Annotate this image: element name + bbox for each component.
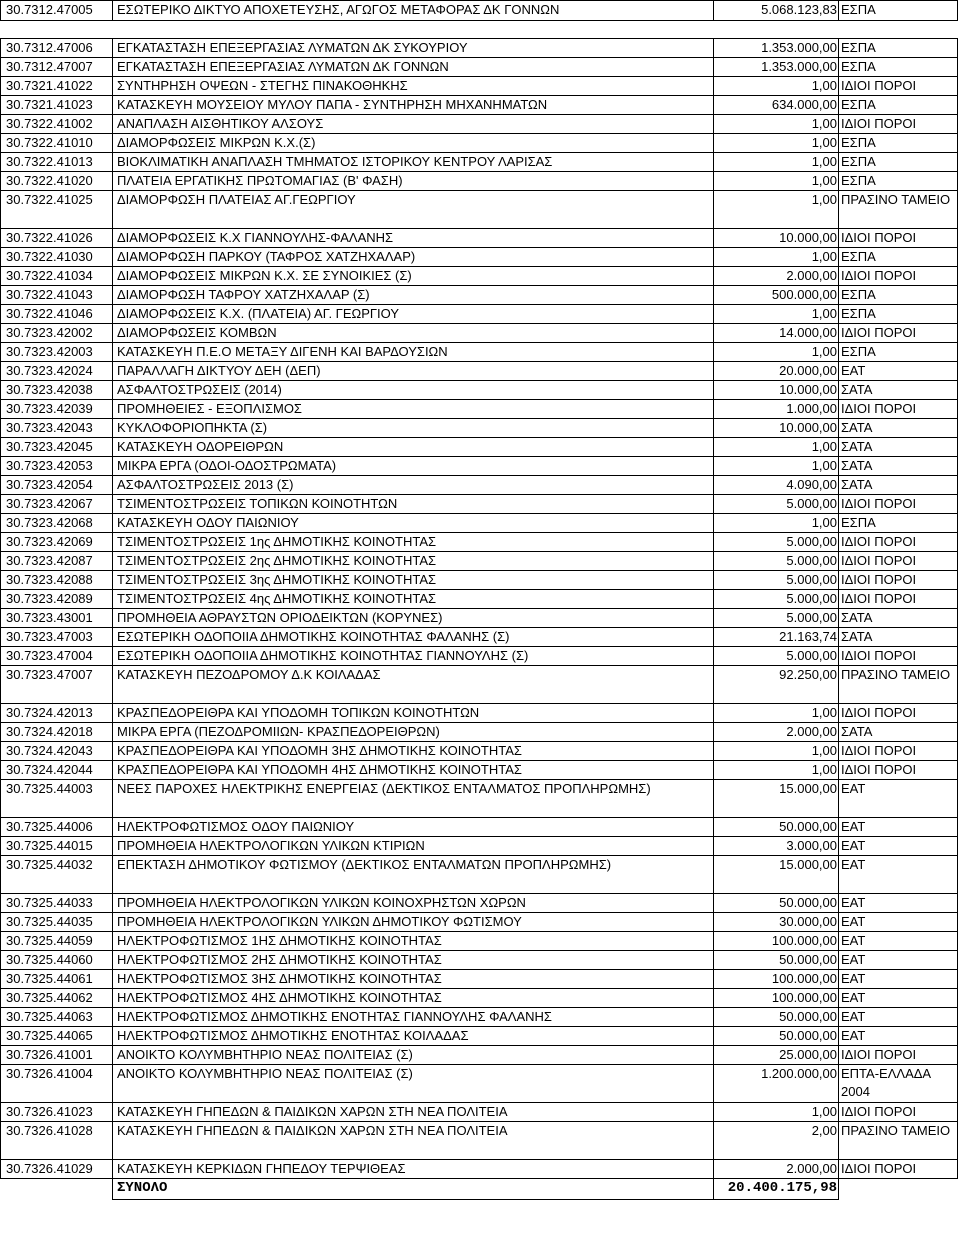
project-code: 30.7325.44003 <box>1 780 113 818</box>
project-amount: 25.000,00 <box>714 1046 839 1065</box>
project-amount: 1,00 <box>714 343 839 362</box>
funding-source: ΕΣΠΑ <box>839 286 958 305</box>
project-code: 30.7323.42088 <box>1 571 113 590</box>
funding-source: ΙΔΙΟΙ ΠΟΡΟΙ <box>839 590 958 609</box>
project-description: ΔΙΑΜΟΡΦΩΣΕΙΣ Κ.Χ ΓΙΑΝΝΟΥΛΗΣ-ΦΑΛΑΝΗΣ <box>113 229 714 248</box>
table-row <box>1 894 958 913</box>
project-description: ΠΡΟΜΗΘΕΙΑ ΗΛΕΚΤΡΟΛΟΓΙΚΩΝ ΥΛΙΚΩΝ ΔΗΜΟΤΙΚΟΥ ΦΩΤΙΣΜΟΥ <box>113 913 714 932</box>
project-amount: 1,00 <box>714 1103 839 1122</box>
project-description: ΤΣΙΜΕΝΤΟΣΤΡΩΣΕΙΣ 3ης ΔΗΜΟΤΙΚΗΣ ΚΟΙΝΟΤΗΤΑΣ <box>113 571 714 590</box>
funding-source: ΣΑΤΑ <box>839 438 958 457</box>
project-description: ΚΑΤΑΣΚΕΥΗ ΟΔΟΥ ΠΑΙΩΝΙΟΥ <box>113 514 714 533</box>
project-code: 30.7323.42068 <box>1 514 113 533</box>
project-description: ΕΠΕΚΤΑΣΗ ΔΗΜΟΤΙΚΟΥ ΦΩΤΙΣΜΟΥ (ΔΕΚΤΙΚΟΣ ΕΝΤΑΛΜΑΤΩΝ ΠΡΟΠΛΗΡΩΜΗΣ) <box>113 856 714 894</box>
project-code: 30.7325.44059 <box>1 932 113 951</box>
project-description: ΑΝΟΙΚΤΟ ΚΟΛΥΜΒΗΤΗΡΙΟ ΝΕΑΣ ΠΟΛΙΤΕΙΑΣ (Σ) <box>113 1065 714 1103</box>
table-row <box>1 1 958 21</box>
funding-source: ΙΔΙΟΙ ΠΟΡΟΙ <box>839 647 958 666</box>
funding-source: ΙΔΙΟΙ ΠΟΡΟΙ <box>839 1046 958 1065</box>
funding-source: ΣΑΤΑ <box>839 476 958 495</box>
table-row <box>1 761 958 780</box>
project-description: ΒΙΟΚΛΙΜΑΤΙΚΗ ΑΝΑΠΛΑΣΗ ΤΜΗΜΑΤΟΣ ΙΣΤΟΡΙΚΟΥ ΚΕΝΤΡΟΥ ΛΑΡΙΣΑΣ <box>113 153 714 172</box>
project-description: ΤΣΙΜΕΝΤΟΣΤΡΩΣΕΙΣ ΤΟΠΙΚΩΝ ΚΟΙΝΟΤΗΤΩΝ <box>113 495 714 514</box>
funding-source: ΙΔΙΟΙ ΠΟΡΟΙ <box>839 229 958 248</box>
project-code: 30.7325.44035 <box>1 913 113 932</box>
project-amount: 50.000,00 <box>714 951 839 970</box>
table-row <box>1 913 958 932</box>
funding-source: ΕΑΤ <box>839 951 958 970</box>
project-amount: 2.000,00 <box>714 267 839 286</box>
table-row <box>1 476 958 495</box>
table-row <box>1 647 958 666</box>
table-row <box>1 381 958 400</box>
project-description: ΚΡΑΣΠΕΔΟΡΕΙΘΡΑ ΚΑΙ ΥΠΟΔΟΜΗ ΤΟΠΙΚΩΝ ΚΟΙΝΟΤΗΤΩΝ <box>113 704 714 723</box>
funding-source: ΙΔΙΟΙ ΠΟΡΟΙ <box>839 552 958 571</box>
project-description: ΚΑΤΑΣΚΕΥΗ ΓΗΠΕΔΩΝ & ΠΑΙΔΙΚΩΝ ΧΑΡΩΝ ΣΤΗ ΝΕΑ ΠΟΛΙΤΕΙΑ <box>113 1122 714 1160</box>
project-description: ΕΣΩΤΕΡΙΚΗ ΟΔΟΠΟΙΙΑ ΔΗΜΟΤΙΚΗΣ ΚΟΙΝΟΤΗΤΑΣ ΦΑΛΑΝΗΣ (Σ) <box>113 628 714 647</box>
table-row <box>1 533 958 552</box>
funding-source: ΕΣΠΑ <box>839 58 958 77</box>
project-amount: 1,00 <box>714 704 839 723</box>
project-code: 30.7323.42024 <box>1 362 113 381</box>
funding-source: ΕΣΠΑ <box>839 305 958 324</box>
table-row <box>1 39 958 58</box>
project-code: 30.7323.42067 <box>1 495 113 514</box>
project-amount: 1,00 <box>714 742 839 761</box>
project-code: 30.7323.43001 <box>1 609 113 628</box>
project-description: ΠΑΡΑΛΛΑΓΗ ΔΙΚΤΥΟΥ ΔΕΗ (ΔΕΠ) <box>113 362 714 381</box>
project-description: ΑΣΦΑΛΤΟΣΤΡΩΣΕΙΣ 2013 (Σ) <box>113 476 714 495</box>
project-code: 30.7323.47007 <box>1 666 113 704</box>
funding-source: ΕΑΤ <box>839 894 958 913</box>
project-code: 30.7322.41026 <box>1 229 113 248</box>
funding-source: ΙΔΙΟΙ ΠΟΡΟΙ <box>839 495 958 514</box>
funding-source: ΠΡΑΣΙΝΟ ΤΑΜΕΙΟ <box>839 666 958 704</box>
project-amount: 500.000,00 <box>714 286 839 305</box>
project-code: 30.7312.47006 <box>1 39 113 58</box>
table-row <box>1 704 958 723</box>
project-amount: 2.000,00 <box>714 1160 839 1179</box>
project-description: ΗΛΕΚΤΡΟΦΩΤΙΣΜΟΣ ΔΗΜΟΤΙΚΗΣ ΕΝΟΤΗΤΑΣ ΓΙΑΝΝΟΥΛΗΣ ΦΑΛΑΝΗΣ <box>113 1008 714 1027</box>
table-row <box>1 818 958 837</box>
project-amount: 4.090,00 <box>714 476 839 495</box>
project-code: 30.7322.41043 <box>1 286 113 305</box>
table-row <box>1 343 958 362</box>
project-description: ΤΣΙΜΕΝΤΟΣΤΡΩΣΕΙΣ 1ης ΔΗΜΟΤΙΚΗΣ ΚΟΙΝΟΤΗΤΑΣ <box>113 533 714 552</box>
project-code: 30.7324.42043 <box>1 742 113 761</box>
funding-source: ΕΑΤ <box>839 970 958 989</box>
table-row <box>1 970 958 989</box>
project-code: 30.7325.44061 <box>1 970 113 989</box>
table-row <box>1 1027 958 1046</box>
project-amount: 5.000,00 <box>714 571 839 590</box>
project-amount: 1,00 <box>714 457 839 476</box>
table-row <box>1 666 958 704</box>
funding-source: ΙΔΙΟΙ ΠΟΡΟΙ <box>839 324 958 343</box>
total-row <box>1 1179 958 1200</box>
project-description: ΚΑΤΑΣΚΕΥΗ ΠΕΖΟΔΡΟΜΟΥ Δ.Κ ΚΟΙΛΑΔΑΣ <box>113 666 714 704</box>
project-description: ΑΣΦΑΛΤΟΣΤΡΩΣΕΙΣ (2014) <box>113 381 714 400</box>
table-row <box>1 628 958 647</box>
project-description: ΕΣΩΤΕΡΙΚΟ ΔΙΚΤΥΟ ΑΠΟΧΕΤΕΥΣΗΣ, ΑΓΩΓΟΣ ΜΕΤΑΦΟΡΑΣ ΔΚ ΓΟΝΝΩΝ <box>113 1 714 21</box>
table-row <box>1 856 958 894</box>
funding-source: ΠΡΑΣΙΝΟ ΤΑΜΕΙΟ <box>839 1122 958 1160</box>
project-amount: 30.000,00 <box>714 913 839 932</box>
project-amount: 1,00 <box>714 248 839 267</box>
funding-source: ΙΔΙΟΙ ΠΟΡΟΙ <box>839 1160 958 1179</box>
project-description: ΔΙΑΜΟΡΦΩΣΗ ΤΑΦΡΟΥ ΧΑΤΖΗΧΑΛΑΡ (Σ) <box>113 286 714 305</box>
project-amount: 2,00 <box>714 1122 839 1160</box>
project-code: 30.7325.44065 <box>1 1027 113 1046</box>
project-description: ΜΙΚΡΑ ΕΡΓΑ (ΠΕΖΟΔΡΟΜΙΙΩΝ- ΚΡΑΣΠΕΔΟΡΕΙΘΡΩΝ) <box>113 723 714 742</box>
funding-source: ΙΔΙΟΙ ΠΟΡΟΙ <box>839 1103 958 1122</box>
project-code: 30.7323.42045 <box>1 438 113 457</box>
project-description: ΑΝΑΠΛΑΣΗ ΑΙΣΘΗΤΙΚΟΥ ΑΛΣΟΥΣ <box>113 115 714 134</box>
project-code: 30.7323.42087 <box>1 552 113 571</box>
project-amount: 1,00 <box>714 134 839 153</box>
table-row <box>1 742 958 761</box>
funding-source: ΙΔΙΟΙ ΠΟΡΟΙ <box>839 400 958 419</box>
project-amount: 5.000,00 <box>714 552 839 571</box>
table-row <box>1 989 958 1008</box>
project-code: 30.7324.42013 <box>1 704 113 723</box>
funding-source: ΕΣΠΑ <box>839 248 958 267</box>
funding-source: ΕΣΠΑ <box>839 343 958 362</box>
table-row <box>1 514 958 533</box>
project-description: ΔΙΑΜΟΡΦΩΣΗ ΠΛΑΤΕΙΑΣ ΑΓ.ΓΕΩΡΓΙΟΥ <box>113 191 714 229</box>
project-amount: 1,00 <box>714 438 839 457</box>
project-amount: 5.000,00 <box>714 647 839 666</box>
project-description: ΣΥΝΤΗΡΗΣΗ ΟΨΕΩΝ - ΣΤΕΓΗΣ ΠΙΝΑΚΟΘΗΚΗΣ <box>113 77 714 96</box>
project-description: ΚΥΚΛΟΦΟΡΙΟΠΗΚΤΑ (Σ) <box>113 419 714 438</box>
table-row <box>1 1122 958 1160</box>
funding-source: ΕΑΤ <box>839 1027 958 1046</box>
project-code: 30.7321.41022 <box>1 77 113 96</box>
project-code: 30.7323.42054 <box>1 476 113 495</box>
project-code: 30.7323.42043 <box>1 419 113 438</box>
project-code: 30.7323.42089 <box>1 590 113 609</box>
funding-source: ΕΣΠΑ <box>839 134 958 153</box>
project-amount: 1,00 <box>714 153 839 172</box>
funding-source: ΕΑΤ <box>839 856 958 894</box>
project-amount: 15.000,00 <box>714 780 839 818</box>
funding-source: ΠΡΑΣΙΝΟ ΤΑΜΕΙΟ <box>839 191 958 229</box>
table-row <box>1 286 958 305</box>
table-row <box>1 229 958 248</box>
funding-source: ΕΣΠΑ <box>839 172 958 191</box>
table-row <box>1 172 958 191</box>
funding-source: ΕΣΠΑ <box>839 39 958 58</box>
funding-source: ΕΑΤ <box>839 932 958 951</box>
project-description: ΠΡΟΜΗΘΕΙΑ ΑΘΡΑΥΣΤΩΝ ΟΡΙΟΔΕΙΚΤΩΝ (ΚΟΡΥΝΕΣ) <box>113 609 714 628</box>
project-amount: 15.000,00 <box>714 856 839 894</box>
project-amount: 50.000,00 <box>714 1008 839 1027</box>
project-description: ΠΡΟΜΗΘΕΙΑ ΗΛΕΚΤΡΟΛΟΓΙΚΩΝ ΥΛΙΚΩΝ ΚΤΙΡΙΩΝ <box>113 837 714 856</box>
project-code: 30.7322.41025 <box>1 191 113 229</box>
project-code: 30.7326.41004 <box>1 1065 113 1103</box>
project-code: 30.7325.44063 <box>1 1008 113 1027</box>
project-code: 30.7323.42038 <box>1 381 113 400</box>
project-code: 30.7322.41002 <box>1 115 113 134</box>
project-code: 30.7322.41030 <box>1 248 113 267</box>
budget-table <box>0 38 958 1200</box>
table-row <box>1 153 958 172</box>
table-row <box>1 457 958 476</box>
project-amount: 1,00 <box>714 514 839 533</box>
project-code: 30.7323.42039 <box>1 400 113 419</box>
project-amount: 1,00 <box>714 115 839 134</box>
funding-source: ΕΑΤ <box>839 989 958 1008</box>
project-amount: 50.000,00 <box>714 894 839 913</box>
funding-source: ΕΑΤ <box>839 362 958 381</box>
project-description: ΚΡΑΣΠΕΔΟΡΕΙΘΡΑ ΚΑΙ ΥΠΟΔΟΜΗ 3ΗΣ ΔΗΜΟΤΙΚΗΣ ΚΟΙΝΟΤΗΤΑΣ <box>113 742 714 761</box>
project-amount: 92.250,00 <box>714 666 839 704</box>
funding-source: ΙΔΙΟΙ ΠΟΡΟΙ <box>839 533 958 552</box>
total-spacer <box>1 1179 113 1200</box>
project-description: ΠΡΟΜΗΘΕΙΕΣ - ΕΞΟΠΛΙΣΜΟΣ <box>113 400 714 419</box>
table-row <box>1 362 958 381</box>
project-code: 30.7326.41028 <box>1 1122 113 1160</box>
table-row <box>1 134 958 153</box>
table-row <box>1 438 958 457</box>
table-row <box>1 780 958 818</box>
project-code: 30.7321.41023 <box>1 96 113 115</box>
funding-source: ΕΑΤ <box>839 780 958 818</box>
project-description: ΔΙΑΜΟΡΦΩΣΕΙΣ ΜΙΚΡΩΝ Κ.Χ. ΣΕ ΣΥΝΟΙΚΙΕΣ (Σ) <box>113 267 714 286</box>
project-amount: 5.068.123,83 <box>714 1 839 21</box>
funding-source: ΙΔΙΟΙ ΠΟΡΟΙ <box>839 571 958 590</box>
table-row <box>1 58 958 77</box>
total-amount: 20.400.175,98 <box>714 1179 839 1200</box>
project-description: ΗΛΕΚΤΡΟΦΩΤΙΣΜΟΣ ΔΗΜΟΤΙΚΗΣ ΕΝΟΤΗΤΑΣ ΚΟΙΛΑΔΑΣ <box>113 1027 714 1046</box>
project-amount: 5.000,00 <box>714 590 839 609</box>
project-code: 30.7326.41023 <box>1 1103 113 1122</box>
table-row <box>1 305 958 324</box>
funding-source: ΕΠΤΑ-ΕΛΛΑΔΑ 2004 <box>839 1065 958 1103</box>
table-row <box>1 115 958 134</box>
project-description: ΗΛΕΚΤΡΟΦΩΤΙΣΜΟΣ 1ΗΣ ΔΗΜΟΤΙΚΗΣ ΚΟΙΝΟΤΗΤΑΣ <box>113 932 714 951</box>
project-code: 30.7312.47007 <box>1 58 113 77</box>
project-description: ΑΝΟΙΚΤΟ ΚΟΛΥΜΒΗΤΗΡΙΟ ΝΕΑΣ ΠΟΛΙΤΕΙΑΣ (Σ) <box>113 1046 714 1065</box>
project-description: ΕΣΩΤΕΡΙΚΗ ΟΔΟΠΟΙΙΑ ΔΗΜΟΤΙΚΗΣ ΚΟΙΝΟΤΗΤΑΣ ΓΙΑΝΝΟΥΛΗΣ (Σ) <box>113 647 714 666</box>
project-code: 30.7323.42002 <box>1 324 113 343</box>
project-code: 30.7325.44033 <box>1 894 113 913</box>
project-amount: 50.000,00 <box>714 818 839 837</box>
table-row <box>1 400 958 419</box>
funding-source: ΣΑΤΑ <box>839 381 958 400</box>
table-row <box>1 191 958 229</box>
table-row <box>1 723 958 742</box>
funding-source: ΕΣΠΑ <box>839 514 958 533</box>
funding-source: ΙΔΙΟΙ ΠΟΡΟΙ <box>839 704 958 723</box>
project-amount: 100.000,00 <box>714 970 839 989</box>
project-code: 30.7322.41034 <box>1 267 113 286</box>
project-description: ΕΓΚΑΤΑΣΤΑΣΗ ΕΠΕΞΕΡΓΑΣΙΑΣ ΛΥΜΑΤΩΝ ΔΚ ΣΥΚΟΥΡΙΟΥ <box>113 39 714 58</box>
project-code: 30.7312.47005 <box>1 1 113 21</box>
project-amount: 634.000,00 <box>714 96 839 115</box>
project-code: 30.7323.42053 <box>1 457 113 476</box>
project-description: ΠΛΑΤΕΙΑ ΕΡΓΑΤΙΚΗΣ ΠΡΩΤΟΜΑΓΙΑΣ (Β' ΦΑΣΗ) <box>113 172 714 191</box>
project-amount: 20.000,00 <box>714 362 839 381</box>
funding-source: ΙΔΙΟΙ ΠΟΡΟΙ <box>839 77 958 96</box>
project-code: 30.7322.41010 <box>1 134 113 153</box>
project-amount: 1,00 <box>714 77 839 96</box>
project-code: 30.7322.41046 <box>1 305 113 324</box>
project-amount: 1.353.000,00 <box>714 39 839 58</box>
budget-table-body <box>1 39 958 1200</box>
project-code: 30.7323.47003 <box>1 628 113 647</box>
project-amount: 3.000,00 <box>714 837 839 856</box>
project-code: 30.7323.42003 <box>1 343 113 362</box>
funding-source: ΣΑΤΑ <box>839 419 958 438</box>
funding-source: ΕΑΤ <box>839 837 958 856</box>
project-description: ΔΙΑΜΟΡΦΩΣΕΙΣ ΜΙΚΡΩΝ Κ.Χ.(Σ) <box>113 134 714 153</box>
project-code: 30.7324.42044 <box>1 761 113 780</box>
project-code: 30.7325.44062 <box>1 989 113 1008</box>
project-amount: 10.000,00 <box>714 229 839 248</box>
project-code: 30.7326.41029 <box>1 1160 113 1179</box>
project-description: ΗΛΕΚΤΡΟΦΩΤΙΣΜΟΣ 2ΗΣ ΔΗΜΟΤΙΚΗΣ ΚΟΙΝΟΤΗΤΑΣ <box>113 951 714 970</box>
project-description: ΚΡΑΣΠΕΔΟΡΕΙΘΡΑ ΚΑΙ ΥΠΟΔΟΜΗ 4ΗΣ ΔΗΜΟΤΙΚΗΣ ΚΟΙΝΟΤΗΤΑΣ <box>113 761 714 780</box>
funding-source: ΕΑΤ <box>839 818 958 837</box>
project-description: ΚΑΤΑΣΚΕΥΗ ΚΕΡΚΙΔΩΝ ΓΗΠΕΔΟΥ ΤΕΡΨΙΘΕΑΣ <box>113 1160 714 1179</box>
table-row <box>1 96 958 115</box>
table-row <box>1 267 958 286</box>
funding-source: ΕΣΠΑ <box>839 1 958 21</box>
project-code: 30.7325.44006 <box>1 818 113 837</box>
project-code: 30.7323.42069 <box>1 533 113 552</box>
project-amount: 21.163,74 <box>714 628 839 647</box>
funding-source: ΕΣΠΑ <box>839 153 958 172</box>
project-code: 30.7325.44060 <box>1 951 113 970</box>
project-code: 30.7325.44015 <box>1 837 113 856</box>
table-row <box>1 77 958 96</box>
project-description: ΤΣΙΜΕΝΤΟΣΤΡΩΣΕΙΣ 2ης ΔΗΜΟΤΙΚΗΣ ΚΟΙΝΟΤΗΤΑΣ <box>113 552 714 571</box>
table-row <box>1 495 958 514</box>
project-description: ΝΕΕΣ ΠΑΡΟΧΕΣ ΗΛΕΚΤΡΙΚΗΣ ΕΝΕΡΓΕΙΑΣ (ΔΕΚΤΙΚΟΣ ΕΝΤΑΛΜΑΤΟΣ ΠΡΟΠΛΗΡΩΜΗΣ) <box>113 780 714 818</box>
funding-source: ΕΣΠΑ <box>839 96 958 115</box>
budget-table-top-row <box>0 0 958 21</box>
table-row <box>1 1103 958 1122</box>
table-row <box>1 837 958 856</box>
project-amount: 1.200.000,00 <box>714 1065 839 1103</box>
funding-source: ΣΑΤΑ <box>839 609 958 628</box>
project-description: ΔΙΑΜΟΡΦΩΣΗ ΠΑΡΚΟΥ (ΤΑΦΡΟΣ ΧΑΤΖΗΧΑΛΑΡ) <box>113 248 714 267</box>
project-description: ΜΙΚΡΑ ΕΡΓΑ (ΟΔΟΙ-ΟΔΟΣΤΡΩΜΑΤΑ) <box>113 457 714 476</box>
table-row <box>1 1046 958 1065</box>
project-code: 30.7323.47004 <box>1 647 113 666</box>
project-description: ΚΑΤΑΣΚΕΥΗ ΜΟΥΣΕΙΟΥ ΜΥΛΟΥ ΠΑΠΑ - ΣΥΝΤΗΡΗΣΗ ΜΗΧΑΝΗΜΑΤΩΝ <box>113 96 714 115</box>
table-row <box>1 1065 958 1103</box>
table-row <box>1 419 958 438</box>
project-amount: 5.000,00 <box>714 609 839 628</box>
project-description: ΔΙΑΜΟΡΦΩΣΕΙΣ ΚΟΜΒΩΝ <box>113 324 714 343</box>
project-amount: 10.000,00 <box>714 419 839 438</box>
project-amount: 14.000,00 <box>714 324 839 343</box>
project-amount: 1,00 <box>714 305 839 324</box>
project-code: 30.7324.42018 <box>1 723 113 742</box>
project-description: ΠΡΟΜΗΘΕΙΑ ΗΛΕΚΤΡΟΛΟΓΙΚΩΝ ΥΛΙΚΩΝ ΚΟΙΝΟΧΡΗΣΤΩΝ ΧΩΡΩΝ <box>113 894 714 913</box>
project-code: 30.7322.41020 <box>1 172 113 191</box>
project-amount: 2.000,00 <box>714 723 839 742</box>
project-description: ΗΛΕΚΤΡΟΦΩΤΙΣΜΟΣ 3ΗΣ ΔΗΜΟΤΙΚΗΣ ΚΟΙΝΟΤΗΤΑΣ <box>113 970 714 989</box>
funding-source: ΣΑΤΑ <box>839 457 958 476</box>
funding-source: ΣΑΤΑ <box>839 723 958 742</box>
project-description: ΕΓΚΑΤΑΣΤΑΣΗ ΕΠΕΞΕΡΓΑΣΙΑΣ ΛΥΜΑΤΩΝ ΔΚ ΓΟΝΝΩΝ <box>113 58 714 77</box>
total-label: ΣΥΝΟΛΟ <box>113 1179 714 1200</box>
table-row <box>1 248 958 267</box>
project-description: ΤΣΙΜΕΝΤΟΣΤΡΩΣΕΙΣ 4ης ΔΗΜΟΤΙΚΗΣ ΚΟΙΝΟΤΗΤΑΣ <box>113 590 714 609</box>
project-amount: 10.000,00 <box>714 381 839 400</box>
table-row <box>1 552 958 571</box>
project-description: ΗΛΕΚΤΡΟΦΩΤΙΣΜΟΣ 4ΗΣ ΔΗΜΟΤΙΚΗΣ ΚΟΙΝΟΤΗΤΑΣ <box>113 989 714 1008</box>
funding-source: ΕΑΤ <box>839 1008 958 1027</box>
project-amount: 5.000,00 <box>714 495 839 514</box>
table-row <box>1 1160 958 1179</box>
project-amount: 1.353.000,00 <box>714 58 839 77</box>
project-description: ΔΙΑΜΟΡΦΩΣΕΙΣ Κ.Χ. (ΠΛΑΤΕΙΑ) ΑΓ. ΓΕΩΡΓΙΟΥ <box>113 305 714 324</box>
project-amount: 100.000,00 <box>714 932 839 951</box>
project-description: ΚΑΤΑΣΚΕΥΗ ΓΗΠΕΔΩΝ & ΠΑΙΔΙΚΩΝ ΧΑΡΩΝ ΣΤΗ ΝΕΑ ΠΟΛΙΤΕΙΑ <box>113 1103 714 1122</box>
project-code: 30.7325.44032 <box>1 856 113 894</box>
table-row <box>1 571 958 590</box>
project-amount: 5.000,00 <box>714 533 839 552</box>
project-code: 30.7322.41013 <box>1 153 113 172</box>
project-amount: 100.000,00 <box>714 989 839 1008</box>
project-amount: 1.000,00 <box>714 400 839 419</box>
funding-source: ΙΔΙΟΙ ΠΟΡΟΙ <box>839 761 958 780</box>
project-amount: 1,00 <box>714 172 839 191</box>
funding-source: ΕΑΤ <box>839 913 958 932</box>
funding-source: ΙΔΙΟΙ ΠΟΡΟΙ <box>839 267 958 286</box>
total-spacer <box>839 1179 958 1200</box>
table-row <box>1 609 958 628</box>
project-description: ΚΑΤΑΣΚΕΥΗ Π.Ε.Ο ΜΕΤΑΞΥ ΔΙΓΕΝΗ ΚΑΙ ΒΑΡΔΟΥΣΙΩΝ <box>113 343 714 362</box>
project-description: ΗΛΕΚΤΡΟΦΩΤΙΣΜΟΣ ΟΔΟΥ ΠΑΙΩΝΙΟΥ <box>113 818 714 837</box>
project-amount: 1,00 <box>714 761 839 780</box>
table-row <box>1 951 958 970</box>
project-amount: 1,00 <box>714 191 839 229</box>
funding-source: ΣΑΤΑ <box>839 628 958 647</box>
project-amount: 50.000,00 <box>714 1027 839 1046</box>
table-row <box>1 1008 958 1027</box>
table-row <box>1 590 958 609</box>
funding-source: ΙΔΙΟΙ ΠΟΡΟΙ <box>839 742 958 761</box>
table-row <box>1 932 958 951</box>
funding-source: ΙΔΙΟΙ ΠΟΡΟΙ <box>839 115 958 134</box>
project-code: 30.7326.41001 <box>1 1046 113 1065</box>
project-description: ΚΑΤΑΣΚΕΥΗ ΟΔΟΡΕΙΘΡΩΝ <box>113 438 714 457</box>
table-row <box>1 324 958 343</box>
